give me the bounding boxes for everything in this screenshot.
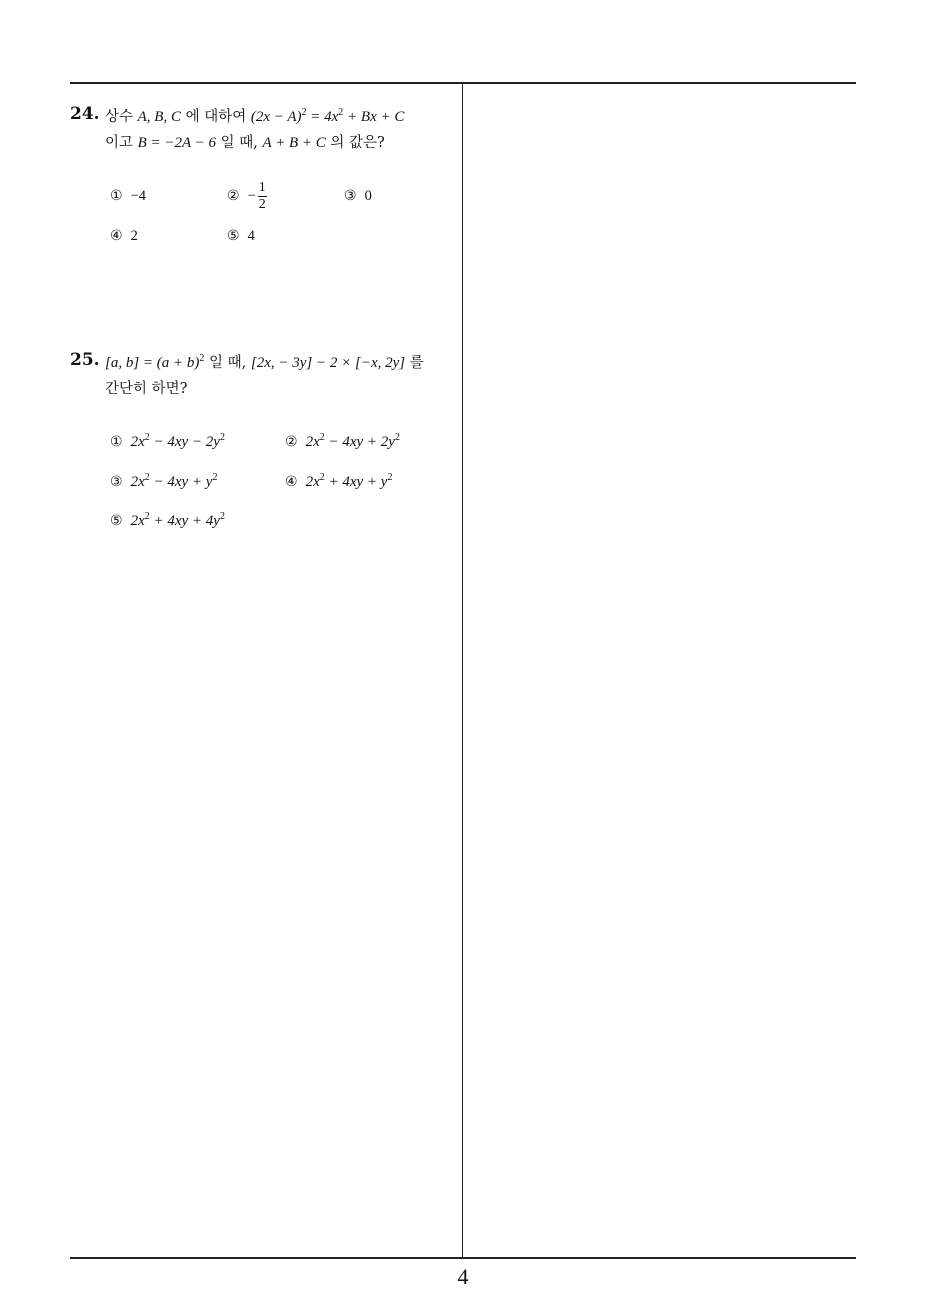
choice-3[interactable]: ③ $2x^2 - 4xy + y^2$ bbox=[110, 472, 218, 490]
bottom-rule bbox=[70, 1257, 856, 1259]
question-text-line-2: 간단히 하면? bbox=[105, 381, 188, 397]
column-divider bbox=[462, 82, 463, 1258]
choice-5[interactable]: ⑤ 4 bbox=[227, 228, 255, 244]
choice-2[interactable]: ② − $\frac{1}{2}$ bbox=[227, 180, 266, 212]
question-text-line-2: 이고 B = −2A − 6 일 때, A + B + C 의 값은? bbox=[105, 135, 385, 151]
question-number: 24. bbox=[70, 104, 100, 124]
fraction: $\frac{1}{2}$ bbox=[258, 180, 266, 212]
choice-5[interactable]: ⑤ $2x^2 + 4xy + 4y^2$ bbox=[110, 511, 225, 529]
choice-3[interactable]: ③ 0 bbox=[344, 188, 372, 204]
choice-1[interactable]: ① $2x^2 - 4xy - 2y^2$ bbox=[110, 432, 225, 450]
question-text-line-1: 상수 A, B, C 에 대하여 $(2x - A)^2 = 4x^2 + Bx + C$ bbox=[105, 107, 405, 125]
page-number: 4 bbox=[457, 1264, 469, 1289]
choice-1[interactable]: ① −4 bbox=[110, 188, 146, 204]
choice-2[interactable]: ② $2x^2 - 4xy + 2y^2$ bbox=[285, 432, 400, 450]
question-number: 25. bbox=[70, 350, 100, 370]
choice-4[interactable]: ④ 2 bbox=[110, 228, 138, 244]
choice-4[interactable]: ④ $2x^2 + 4xy + y^2$ bbox=[285, 472, 393, 490]
question-text-line-1: [a, $b] = (a + b)^2$ 일 때, [2x, − 3y] − 2 × [−x, 2y] 를 bbox=[105, 353, 424, 371]
question-25 bbox=[70, 350, 458, 410]
